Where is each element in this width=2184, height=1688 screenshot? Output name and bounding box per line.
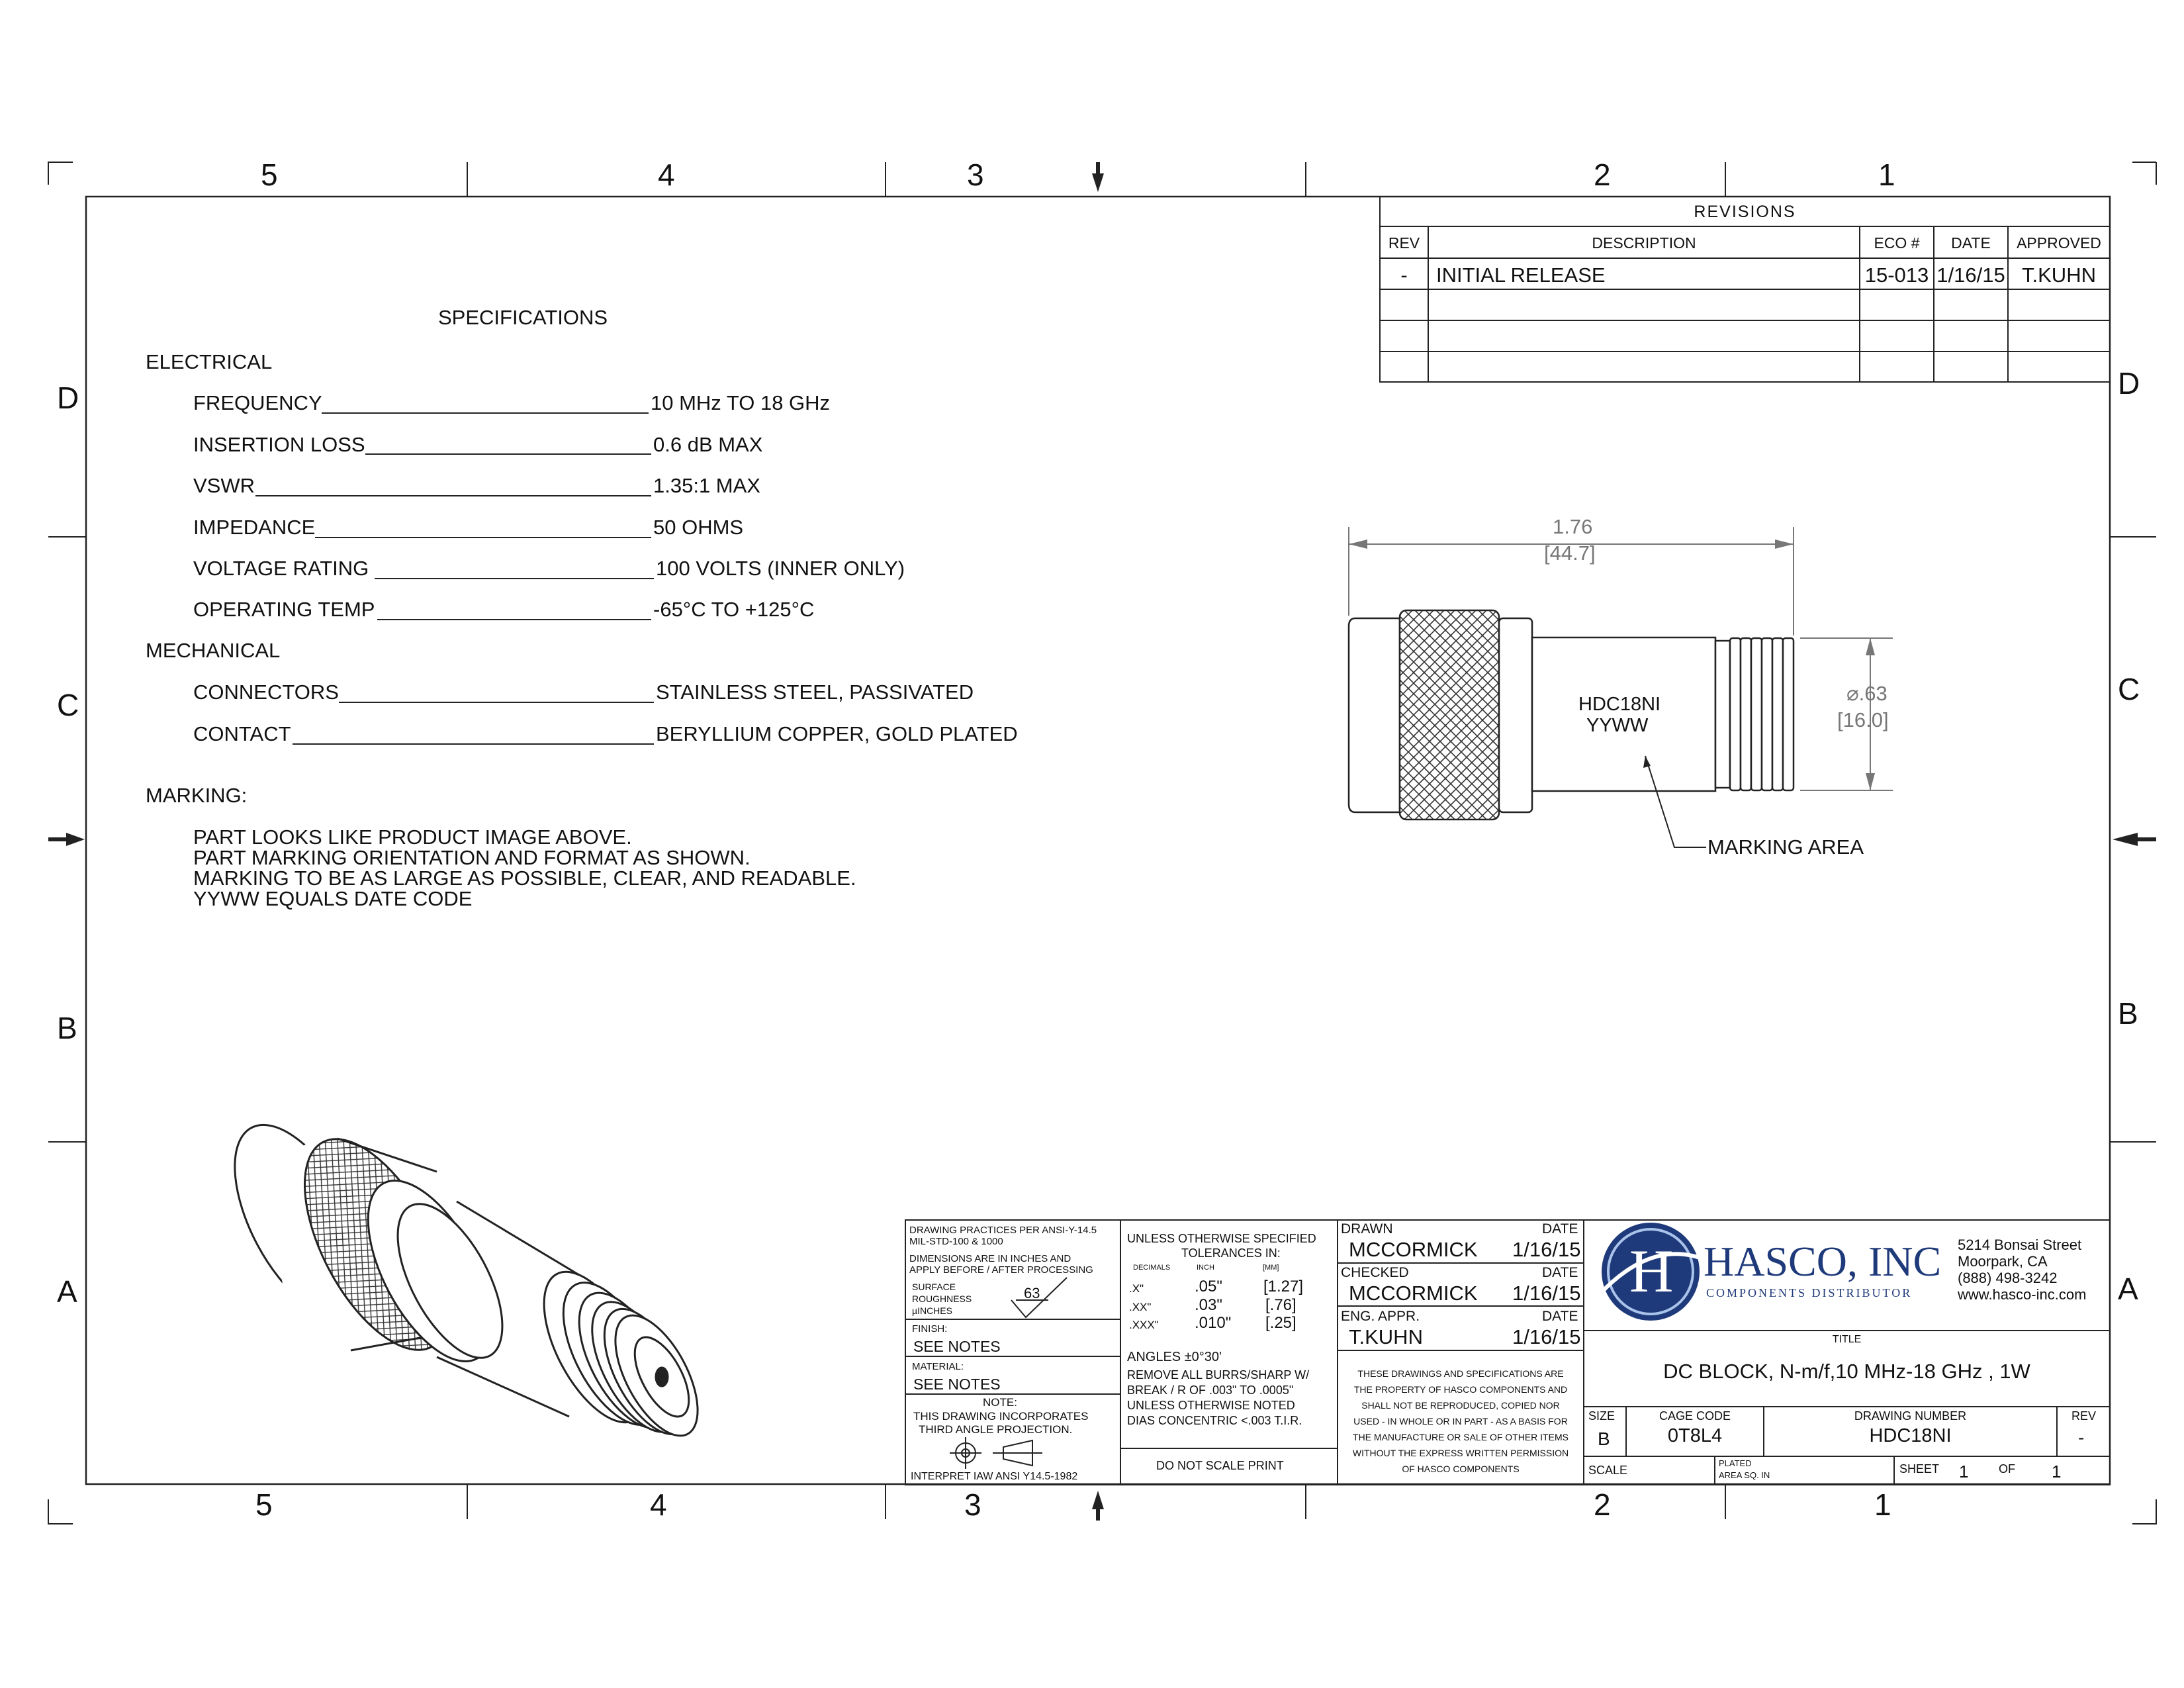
checked-date-label: DATE — [1542, 1265, 1578, 1280]
rev-header-eco: ECO # — [1874, 234, 1920, 252]
zone-right-c: C — [2118, 672, 2140, 706]
of-value: 1 — [2052, 1462, 2062, 1481]
eng-appr-date: 1/16/15 — [1512, 1325, 1581, 1348]
zone-right-a: A — [2118, 1272, 2138, 1306]
tolerance-row-3-mm: [.25] — [1265, 1314, 1297, 1332]
product-isometric-image — [208, 1105, 715, 1448]
spec-label-contact: CONTACT — [193, 722, 291, 745]
logo-letter: H — [1629, 1237, 1674, 1305]
scale-label: SCALE — [1588, 1464, 1628, 1477]
spec-value-contact: BERYLLIUM COPPER, GOLD PLATED — [656, 722, 1018, 745]
checked-label: CHECKED — [1341, 1265, 1409, 1280]
rev-header-rev: REV — [1388, 234, 1420, 252]
address-line-1: 5214 Bonsai Street — [1958, 1237, 2082, 1253]
tolerance-row-3-inch: .010" — [1195, 1314, 1232, 1332]
rights-line-6: WITHOUT THE EXPRESS WRITTEN PERMISSION — [1352, 1448, 1569, 1458]
spec-value-connectors: STAINLESS STEEL, PASSIVATED — [656, 680, 974, 704]
surface-label-2: ROUGHNESS — [912, 1293, 972, 1304]
rights-line-2: THE PROPERTY OF HASCO COMPONENTS AND — [1353, 1384, 1568, 1395]
angles-tolerance: ANGLES ±0°30' — [1127, 1350, 1222, 1364]
third-angle-projection-symbol — [950, 1437, 1042, 1469]
zone-left-a: A — [57, 1274, 77, 1309]
company-name: HASCO, INC — [1704, 1238, 1942, 1285]
zone-left-d: D — [57, 381, 79, 415]
spec-label-connectors: CONNECTORS — [193, 680, 339, 704]
rev-row-eco: 15-013 — [1864, 263, 1929, 287]
spec-value-operating-temp: -65°C TO +125°C — [653, 598, 815, 621]
eng-appr-label: ENG. APPR. — [1341, 1309, 1420, 1324]
practices-line-1: DRAWING PRACTICES PER ANSI-Y-14.5 — [909, 1225, 1097, 1236]
finish-label: FINISH: — [912, 1323, 948, 1335]
rev-row-approved: T.KUHN — [2022, 263, 2096, 287]
eng-appr-by: T.KUHN — [1349, 1325, 1423, 1348]
surface-label-3: µINCHES — [912, 1305, 952, 1316]
zone-right-b: B — [2118, 996, 2138, 1031]
spec-value-voltage-rating: 100 VOLTS (INNER ONLY) — [656, 557, 905, 580]
drawing-number-label: DRAWING NUMBER — [1854, 1409, 1967, 1423]
cage-code-label: CAGE CODE — [1659, 1409, 1731, 1423]
spec-label-voltage-rating: VOLTAGE RATING — [193, 557, 369, 580]
zone-left-b: B — [57, 1011, 77, 1045]
rev-row-date: 1/16/15 — [1936, 263, 2005, 287]
tolerance-row-2-dec: .XX" — [1129, 1301, 1152, 1313]
mechanical-heading: MECHANICAL — [146, 639, 281, 662]
spec-value-vswr: 1.35:1 MAX — [653, 474, 760, 497]
finish-value: SEE NOTES — [913, 1338, 1001, 1355]
surface-label-1: SURFACE — [912, 1282, 956, 1292]
burr-line-3: UNLESS OTHERWISE NOTED — [1127, 1399, 1295, 1412]
checked-by: MCCORMICK — [1349, 1282, 1478, 1305]
burr-line-4: DIAS CONCENTRIC <.003 T.I.R. — [1127, 1414, 1302, 1427]
surface-roughness-value: 63 — [1024, 1285, 1040, 1301]
rights-line-3: SHALL NOT BE REPRODUCED, COPIED NOR — [1361, 1400, 1560, 1411]
tolerance-row-1-mm: [1.27] — [1263, 1278, 1304, 1295]
cage-code-value: 0T8L4 — [1667, 1425, 1723, 1446]
title-label: TITLE — [1832, 1334, 1862, 1345]
material-label: MATERIAL: — [912, 1361, 964, 1372]
revisions-table-lines — [1380, 197, 2110, 382]
marking-line-1: PART LOOKS LIKE PRODUCT IMAGE ABOVE. — [193, 825, 632, 849]
rev-header-approved: APPROVED — [2017, 234, 2101, 252]
tolerance-col-inch: INCH — [1197, 1264, 1214, 1272]
eng-date-label: DATE — [1542, 1309, 1578, 1324]
part-marking-line-1: HDC18NI — [1578, 694, 1661, 715]
spec-label-frequency: FREQUENCY — [193, 391, 322, 414]
dimension-length-mm: [44.7] — [1544, 541, 1596, 565]
spec-value-insertion-loss: 0.6 dB MAX — [653, 433, 763, 456]
tolerance-heading-1: UNLESS OTHERWISE SPECIFIED — [1127, 1232, 1316, 1245]
tolerance-col-decimals: DECIMALS — [1133, 1264, 1171, 1272]
drawn-by: MCCORMICK — [1349, 1238, 1478, 1261]
zone-top-5: 5 — [261, 158, 278, 192]
zone-bottom-5: 5 — [255, 1487, 273, 1522]
address-line-4: www.hasco-inc.com — [1958, 1286, 2087, 1303]
rights-line-5: THE MANUFACTURE OR SALE OF OTHER ITEMS — [1353, 1432, 1569, 1442]
spec-label-vswr: VSWR — [193, 474, 255, 497]
spec-label-insertion-loss: INSERTION LOSS — [193, 433, 365, 456]
burr-line-1: REMOVE ALL BURRS/SHARP W/ — [1127, 1368, 1310, 1382]
drawn-date: 1/16/15 — [1512, 1238, 1581, 1261]
practices-line-2: MIL-STD-100 & 1000 — [909, 1236, 1003, 1247]
zone-bottom-2: 2 — [1594, 1487, 1611, 1522]
sheet-value: 1 — [1959, 1462, 1969, 1481]
interpret-note: INTERPRET IAW ANSI Y14.5-1982 — [911, 1471, 1078, 1482]
rev-header-date: DATE — [1951, 234, 1991, 252]
revisions-title: REVISIONS — [1694, 203, 1796, 221]
note-line-1: THIS DRAWING INCORPORATES — [913, 1410, 1089, 1423]
drawn-date-label: DATE — [1542, 1221, 1578, 1237]
rev-header-description: DESCRIPTION — [1592, 234, 1696, 252]
sheet-label: SHEET — [1899, 1462, 1940, 1476]
zone-bottom-1: 1 — [1874, 1487, 1891, 1522]
zone-right-d: D — [2118, 366, 2140, 400]
spec-label-operating-temp: OPERATING TEMP — [193, 598, 375, 621]
rev-row-description: INITIAL RELEASE — [1436, 263, 1606, 287]
rights-line-1: THESE DRAWINGS AND SPECIFICATIONS ARE — [1357, 1368, 1564, 1379]
spec-label-impedance: IMPEDANCE — [193, 516, 316, 539]
drawing-number-value: HDC18NI — [1869, 1425, 1952, 1446]
part-marking-line-2: YYWW — [1586, 715, 1649, 736]
rev-value: - — [2078, 1427, 2085, 1448]
zone-bottom-4: 4 — [650, 1487, 667, 1522]
dimension-diameter-mm: [16.0] — [1837, 708, 1889, 731]
specifications-title: SPECIFICATIONS — [438, 306, 608, 329]
plated-area-label: AREA SQ. IN — [1719, 1470, 1770, 1480]
marking-line-3: MARKING TO BE AS LARGE AS POSSIBLE, CLEAR, AND READABLE. — [193, 867, 856, 890]
of-label: OF — [1999, 1462, 2015, 1476]
tolerance-heading-2: TOLERANCES IN: — [1181, 1246, 1281, 1260]
material-value: SEE NOTES — [913, 1376, 1001, 1393]
size-value: B — [1598, 1429, 1610, 1449]
company-tagline: COMPONENTS DISTRIBUTOR — [1706, 1286, 1913, 1299]
dimension-length-inch: 1.76 — [1553, 515, 1593, 538]
marking-area-label: MARKING AREA — [1707, 835, 1864, 859]
tolerance-col-mm: [MM] — [1263, 1264, 1279, 1272]
spec-value-impedance: 50 OHMS — [653, 516, 744, 539]
tolerance-row-3-dec: .XXX" — [1129, 1319, 1159, 1331]
zone-top-3: 3 — [967, 158, 984, 192]
plated-label: PLATED — [1719, 1458, 1752, 1468]
tolerance-row-1-dec: .X" — [1129, 1282, 1144, 1295]
rev-row-rev: - — [1400, 263, 1408, 287]
zone-top-1: 1 — [1878, 158, 1895, 192]
note-label: NOTE: — [983, 1396, 1017, 1409]
practices-line-3: DIMENSIONS ARE IN INCHES AND — [909, 1253, 1071, 1264]
zone-top-4: 4 — [658, 158, 675, 192]
electrical-heading: ELECTRICAL — [146, 350, 273, 373]
dimension-diameter-inch: ⌀.63 — [1846, 682, 1888, 705]
address-line-2: Moorpark, CA — [1958, 1253, 2048, 1270]
drawing-title: DC BLOCK, N-m/f,10 MHz-18 GHz , 1W — [1663, 1360, 2030, 1383]
spec-value-frequency: 10 MHz TO 18 GHz — [651, 391, 831, 414]
do-not-scale-print: DO NOT SCALE PRINT — [1156, 1459, 1284, 1472]
marking-line-2: PART MARKING ORIENTATION AND FORMAT AS SHOWN. — [193, 846, 751, 869]
marking-line-4: YYWW EQUALS DATE CODE — [193, 887, 473, 910]
size-label: SIZE — [1588, 1409, 1615, 1423]
tolerance-row-2-mm: [.76] — [1265, 1296, 1297, 1314]
tolerance-row-2-inch: .03" — [1195, 1296, 1222, 1314]
drawn-label: DRAWN — [1341, 1221, 1393, 1237]
checked-date: 1/16/15 — [1512, 1282, 1581, 1305]
rights-line-4: USED - IN WHOLE OR IN PART - AS A BASIS FOR — [1353, 1416, 1568, 1427]
burr-line-2: BREAK / R OF .003" TO .0005" — [1127, 1383, 1294, 1397]
practices-line-4: APPLY BEFORE / AFTER PROCESSING — [909, 1264, 1093, 1276]
tolerance-row-1-inch: .05" — [1195, 1278, 1222, 1295]
rev-label: REV — [2071, 1409, 2097, 1423]
zone-bottom-3: 3 — [964, 1487, 981, 1522]
zone-top-2: 2 — [1594, 158, 1611, 192]
connector-side-view — [1349, 610, 1794, 820]
zone-left-c: C — [57, 688, 79, 722]
note-line-2: THIRD ANGLE PROJECTION. — [919, 1423, 1073, 1436]
address-line-3: (888) 498-3242 — [1958, 1270, 2058, 1286]
rights-line-7: OF HASCO COMPONENTS — [1402, 1464, 1520, 1474]
marking-heading: MARKING: — [146, 784, 248, 807]
